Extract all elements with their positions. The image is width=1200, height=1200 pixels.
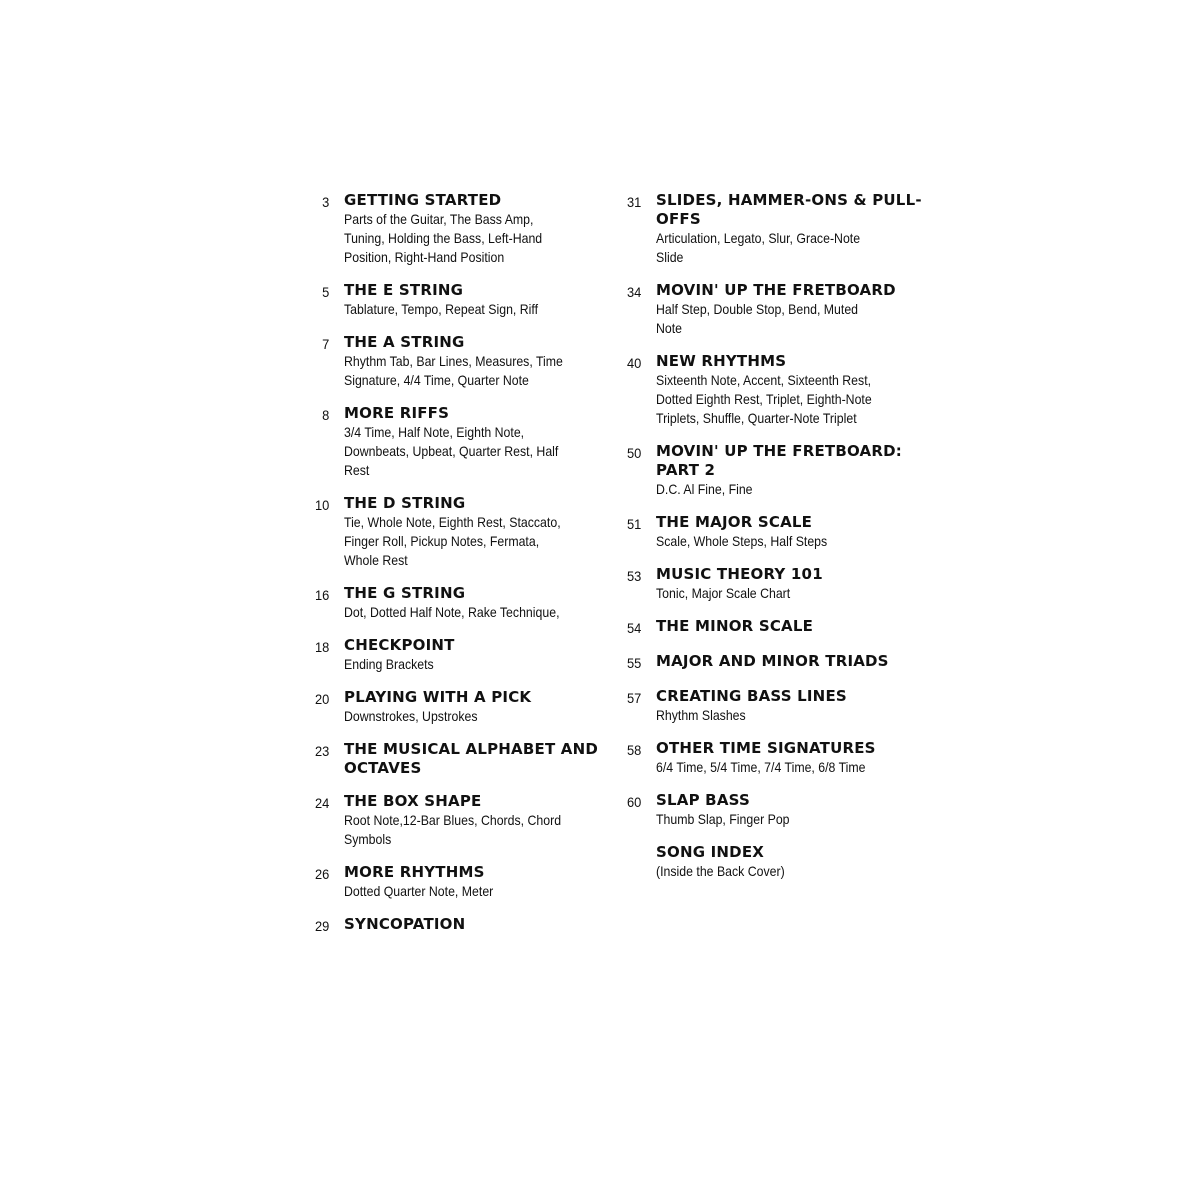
- toc-entry: [300, 688, 612, 726]
- toc-entry-body: [656, 352, 936, 428]
- toc-page-number: 26: [314, 866, 330, 882]
- toc-entry-description: (Inside the Back Cover): [656, 863, 785, 879]
- toc-entry-body: [344, 404, 614, 480]
- toc-entry-title: GETTING STARTED: [344, 191, 502, 209]
- toc-entry: [300, 863, 612, 901]
- toc-entry-body: [344, 333, 614, 390]
- toc-entry-description: Parts of the Guitar, The Bass Amp,: [344, 211, 534, 227]
- toc-entry-description: Dotted Eighth Rest, Triplet, Eighth-Note: [656, 391, 872, 407]
- toc-entry: [300, 333, 612, 390]
- toc-entry: [612, 843, 912, 881]
- toc-entry-description: Rhythm Tab, Bar Lines, Measures, Time: [344, 353, 563, 369]
- toc-entry: [300, 404, 612, 480]
- toc-entry-title: SLIDES, HAMMER-ONS & PULL-OFFS: [656, 191, 922, 228]
- toc-entry: [300, 636, 612, 674]
- toc-entry: [300, 494, 612, 570]
- toc-entry-description: 6/4 Time, 5/4 Time, 7/4 Time, 6/8 Time: [656, 759, 866, 775]
- toc-entry-body: [344, 584, 614, 622]
- toc-entry: [300, 792, 612, 849]
- toc-entry-body: [344, 792, 614, 849]
- toc-page-number: 24: [314, 795, 330, 811]
- toc-page-number: 54: [626, 620, 642, 636]
- toc-entry-body: [656, 617, 912, 636]
- toc-entry-description: Signature, 4/4 Time, Quarter Note: [344, 372, 529, 388]
- toc-entry-description: Tie, Whole Note, Eighth Rest, Staccato,: [344, 514, 561, 530]
- toc-entry-description: Articulation, Legato, Slur, Grace-Note: [656, 230, 861, 246]
- toc-entry-description: Rhythm Slashes: [656, 707, 746, 723]
- toc-page-number: 20: [314, 691, 330, 707]
- toc-entry-description: Dot, Dotted Half Note, Rake Technique,: [344, 604, 560, 620]
- toc-entry: [612, 352, 912, 428]
- toc-page-number: 7: [322, 336, 330, 352]
- toc-entry-body: [656, 687, 936, 725]
- toc-entry: [300, 584, 612, 622]
- toc-page-number: 18: [314, 639, 330, 655]
- toc-page-number: 57: [626, 690, 642, 706]
- toc-entry-description: Symbols: [344, 831, 392, 847]
- toc-entry: [612, 652, 912, 673]
- toc-entry: [300, 191, 612, 267]
- toc-entry-body: [656, 513, 936, 551]
- toc-page-number: 40: [626, 355, 642, 371]
- toc-entry-title: OTHER TIME SIGNATURES: [656, 739, 876, 757]
- toc-entry-description: Position, Right-Hand Position: [344, 249, 505, 265]
- toc-entry: [300, 915, 612, 936]
- toc-entry-body: [656, 281, 936, 338]
- toc-entry-body: [656, 442, 936, 499]
- toc-entry-description: Triplets, Shuffle, Quarter-Note Triplet: [656, 410, 857, 426]
- toc-entry-body: [344, 688, 614, 726]
- toc-entry-description: Ending Brackets: [344, 656, 434, 672]
- toc-entry-description: D.C. Al Fine, Fine: [656, 481, 753, 497]
- toc-entry-description: Thumb Slap, Finger Pop: [656, 811, 790, 827]
- toc-entry-description: Finger Roll, Pickup Notes, Fermata,: [344, 533, 540, 549]
- toc-entry-description: Rest: [344, 462, 370, 478]
- toc-entry-title: MORE RHYTHMS: [344, 863, 485, 881]
- toc-page-number: 23: [314, 743, 330, 759]
- toc-entry-body: [344, 281, 614, 319]
- toc-entry: [612, 617, 912, 638]
- toc-entry-description: Slide: [656, 249, 684, 265]
- toc-entry-description: Half Step, Double Stop, Bend, Muted: [656, 301, 859, 317]
- toc-entry-title: MOVIN' UP THE FRETBOARD: PART 2: [656, 442, 902, 479]
- toc-page-number: 31: [626, 194, 642, 210]
- toc-page-number: 10: [314, 497, 330, 513]
- toc-page-number: 51: [626, 516, 642, 532]
- toc-entry: [612, 687, 912, 725]
- toc-entry-body: [344, 636, 614, 674]
- toc-page-number: 29: [314, 918, 330, 934]
- toc-entry-title: THE A STRING: [344, 333, 465, 351]
- toc-entry-body: [656, 843, 936, 881]
- toc-page-number: 34: [626, 284, 642, 300]
- toc-entry-title: MUSIC THEORY 101: [656, 565, 823, 583]
- toc-entry-description: Whole Rest: [344, 552, 408, 568]
- toc-entry-body: [656, 739, 936, 777]
- toc-entry: [612, 191, 922, 267]
- toc-page-number: 16: [314, 587, 330, 603]
- toc-entry-title: THE MINOR SCALE: [656, 617, 814, 635]
- toc-entry: [612, 791, 912, 829]
- toc-entry-title: THE D STRING: [344, 494, 466, 512]
- toc-column-right: [612, 191, 922, 950]
- toc-page-number: 5: [322, 284, 330, 300]
- toc-entry-body: [344, 191, 614, 267]
- toc-entry-description: Downbeats, Upbeat, Quarter Rest, Half: [344, 443, 559, 459]
- toc-entry-title: THE G STRING: [344, 584, 466, 602]
- toc-entry-description: Tonic, Major Scale Chart: [656, 585, 791, 601]
- toc-entry-title: SLAP BASS: [656, 791, 750, 809]
- toc-entry: [612, 442, 912, 499]
- toc-entry-title: THE BOX SHAPE: [344, 792, 482, 810]
- toc-entry-body: [656, 565, 936, 603]
- toc-entry-description: Root Note,12-Bar Blues, Chords, Chord: [344, 812, 562, 828]
- toc-entry: [612, 513, 912, 551]
- toc-page-number: 60: [626, 794, 642, 810]
- toc-column-left: [300, 191, 612, 950]
- toc-page-number: 58: [626, 742, 642, 758]
- toc-entry-description: 3/4 Time, Half Note, Eighth Note,: [344, 424, 525, 440]
- toc-page-number: 8: [322, 407, 330, 423]
- toc-entry-description: Tablature, Tempo, Repeat Sign, Riff: [344, 301, 539, 317]
- toc-entry-description: Tuning, Holding the Bass, Left-Hand: [344, 230, 543, 246]
- toc-entry-title: MORE RIFFS: [344, 404, 450, 422]
- toc-page-number: 55: [626, 655, 642, 671]
- toc-page-number: 3: [322, 194, 330, 210]
- toc-entry-description: Scale, Whole Steps, Half Steps: [656, 533, 828, 549]
- toc-entry-body: [344, 863, 614, 901]
- toc-entry-body: [656, 652, 912, 671]
- toc-entry-title: CHECKPOINT: [344, 636, 455, 654]
- toc-entry-title: MAJOR AND MINOR TRIADS: [656, 652, 889, 670]
- table-of-contents: [300, 191, 920, 950]
- toc-page-number: [616, 843, 656, 845]
- toc-entry: [612, 281, 912, 338]
- toc-entry-description: Note: [656, 320, 683, 336]
- toc-entry-title: NEW RHYTHMS: [656, 352, 787, 370]
- toc-page-number: 50: [626, 445, 642, 461]
- toc-entry-title: PLAYING WITH A PICK: [344, 688, 532, 706]
- toc-entry-description: Sixteenth Note, Accent, Sixteenth Rest,: [656, 372, 872, 388]
- toc-entry-title: THE MAJOR SCALE: [656, 513, 813, 531]
- toc-entry-body: [656, 191, 936, 267]
- toc-entry: [300, 281, 612, 319]
- toc-entry-body: [344, 494, 614, 570]
- toc-entry-body: [656, 791, 936, 829]
- toc-entry-title: SONG INDEX: [656, 843, 765, 861]
- toc-entry-body: [344, 740, 612, 778]
- toc-entry-title: CREATING BASS LINES: [656, 687, 847, 705]
- toc-entry-title: THE MUSICAL ALPHABET AND OCTAVES: [344, 740, 599, 777]
- toc-entry-title: MOVIN' UP THE FRETBOARD: [656, 281, 896, 299]
- toc-entry: [300, 740, 612, 778]
- toc-entry: [612, 739, 912, 777]
- toc-entry-body: [344, 915, 612, 934]
- toc-entry-description: Downstrokes, Upstrokes: [344, 708, 478, 724]
- toc-entry-title: THE E STRING: [344, 281, 464, 299]
- toc-entry-title: SYNCOPATION: [344, 915, 466, 933]
- toc-entry: [612, 565, 912, 603]
- toc-entry-description: Dotted Quarter Note, Meter: [344, 883, 494, 899]
- toc-page-number: 53: [626, 568, 642, 584]
